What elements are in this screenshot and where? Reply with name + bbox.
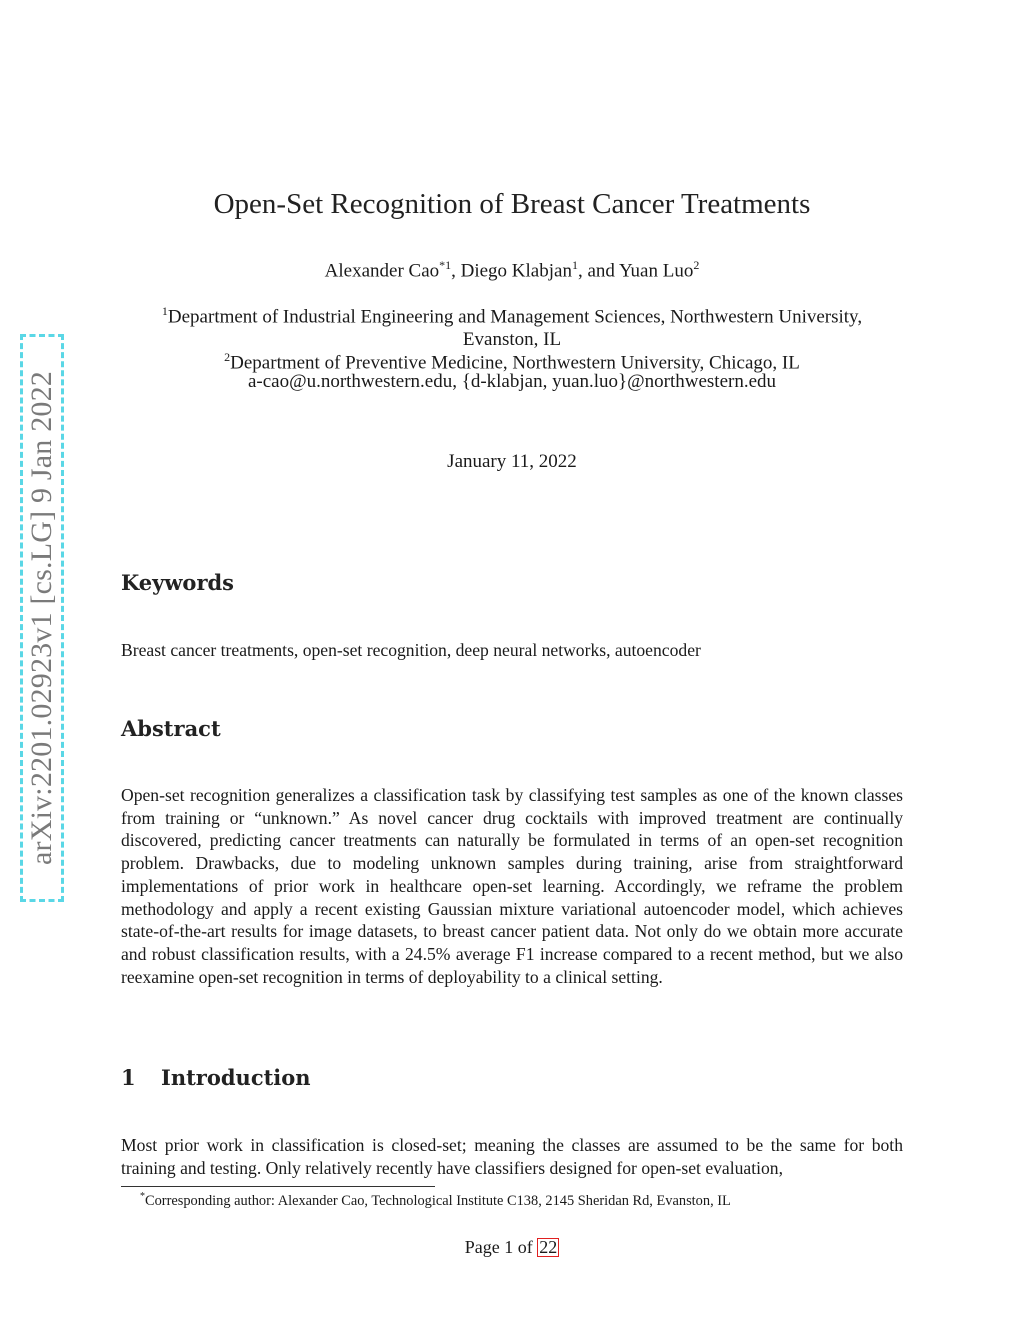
arxiv-identifier-stamp[interactable] <box>20 334 64 902</box>
page-number <box>0 1237 1024 1258</box>
affiliation-text: Department of Industrial Engineering and Management Sciences, Northwestern University, Evanston, IL <box>167 306 863 351</box>
introduction-heading <box>121 1065 311 1090</box>
page-number-prefix: Page 1 of <box>464 1237 533 1257</box>
keywords-heading: Keywords <box>121 570 235 595</box>
author-name: Alexander Cao <box>324 260 440 282</box>
keywords-text: Breast cancer treatments, open-set recognition, deep neural networks, autoencoder <box>121 640 701 660</box>
abstract-heading: Abstract <box>121 716 221 741</box>
author-affiliation-mark: *1 <box>439 258 452 272</box>
section-number: 1 <box>121 1065 136 1090</box>
total-pages-link[interactable]: 22 <box>539 1237 558 1257</box>
footnote-text: Corresponding author: Alexander Cao, Technological Institute C138, 2145 Sheridan Rd, Evanston, IL <box>145 1192 731 1209</box>
affiliation-mark: 1 <box>161 304 168 318</box>
affiliation-text: Department of Preventive Medicine, Northwestern University, Chicago, IL <box>230 352 800 374</box>
footnote <box>140 1191 731 1210</box>
author-affiliation-mark: 2 <box>693 258 700 272</box>
author-name: Diego Klabjan <box>460 260 572 282</box>
author-separator: , and <box>577 260 619 282</box>
abstract-text: Open-set recognition generalizes a classification task by classifying test samples as one of the known classes from training or “unknown.” As novel cancer drug cocktails with improved treatment are continually discovered, predicting cancer treatments can naturally be formulated in terms of an open-set recognition problem. Drawbacks, due to modeling unknown samples during training, arise from straightforward implementations of prior work in healthcare open-set learning. Accordingly, we reframe the problem methodology and apply a recent existing Gaussian mixture variational autoencoder model, which achieves state-of-the-art results for image datasets, to breast cancer patient data. Not only do we obtain more accurate and robust classification results, with a 24.5% average F1 increase compared to a recent method, but we also reexamine open-set recognition in terms of deployability to a clinical setting. <box>121 785 903 987</box>
footnote-mark: * <box>140 1191 145 1202</box>
arxiv-identifier-text: arXiv:2201.02923v1 [cs.LG] 9 Jan 2022 <box>25 371 58 865</box>
paper-date: January 11, 2022 <box>447 451 577 472</box>
author-affiliation-mark: 1 <box>571 258 578 272</box>
author-emails: a-cao@u.northwestern.edu, {d-klabjan, yuan.luo}@northwestern.edu <box>247 371 777 392</box>
paper-title: Open-Set Recognition of Breast Cancer Treatments <box>213 188 811 220</box>
affiliation-1 <box>150 300 874 351</box>
affiliation-mark: 2 <box>224 350 231 364</box>
author-name: Yuan Luo <box>618 260 694 282</box>
author-list <box>0 258 1024 282</box>
section-title: Introduction <box>161 1065 311 1090</box>
footnote-divider <box>121 1186 435 1187</box>
author-separator: , <box>451 260 461 282</box>
introduction-text: Most prior work in classification is closed-set; meaning the classes are assumed to be the same for both training and testing. Only relatively recently have classifiers designed for open-set evaluation, <box>121 1135 903 1178</box>
